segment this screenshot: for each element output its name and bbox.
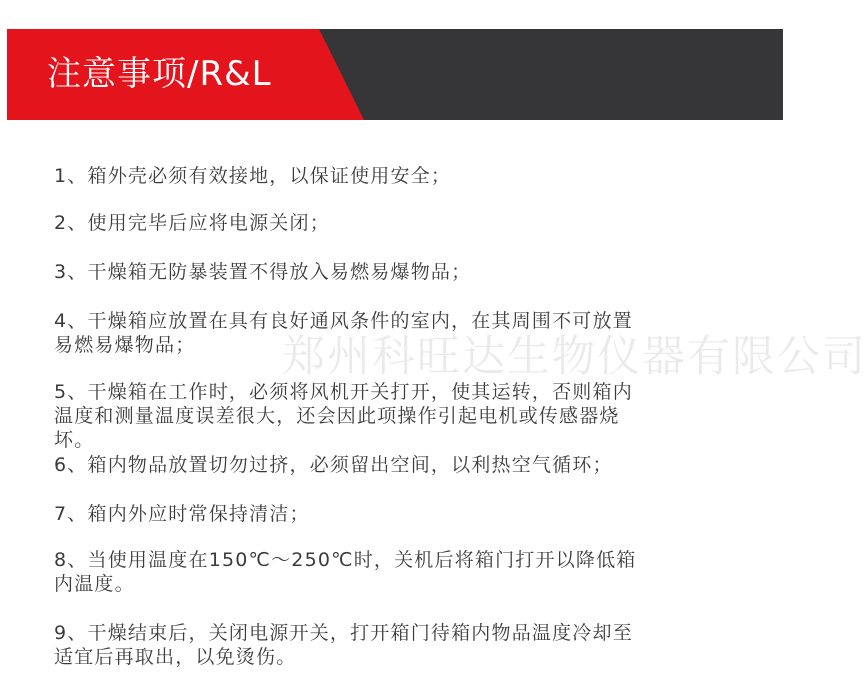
page-title: 注意事项/R&L [47,54,272,94]
note-item: 4、干燥箱应放置在具有良好通风条件的室内，在其周围不可放置 易燃易爆物品； [54,310,633,356]
header-banner [7,29,783,120]
note-item: 1、箱外壳必须有效接地，以保证使用安全； [54,165,452,187]
note-item: 3、干燥箱无防暴装置不得放入易燃易爆物品； [54,261,472,283]
note-item: 8、当使用温度在150℃～250℃时，关机后将箱门打开以降低箱 内温度。 [54,549,637,595]
note-item: 7、箱内外应时常保持清洁； [54,503,310,525]
note-item: 2、使用完毕后应将电源关闭； [54,212,330,234]
note-item: 5、干燥箱在工作时，必须将风机开关打开，使其运转，否则箱内 温度和测量温度误差很大，还会因此项操作引起电机或传感器烧 坏。 [54,381,633,451]
note-item: 6、箱内物品放置切勿过挤，必须留出空间，以利热空气循环； [54,454,613,476]
company-watermark: 郑州科旺达生物仪器有限公司 [282,332,867,382]
note-item: 9、干燥结束后，关闭电源开关，打开箱门待箱内物品温度冷却至 适宜后再取出，以免烫伤。 [54,622,633,668]
